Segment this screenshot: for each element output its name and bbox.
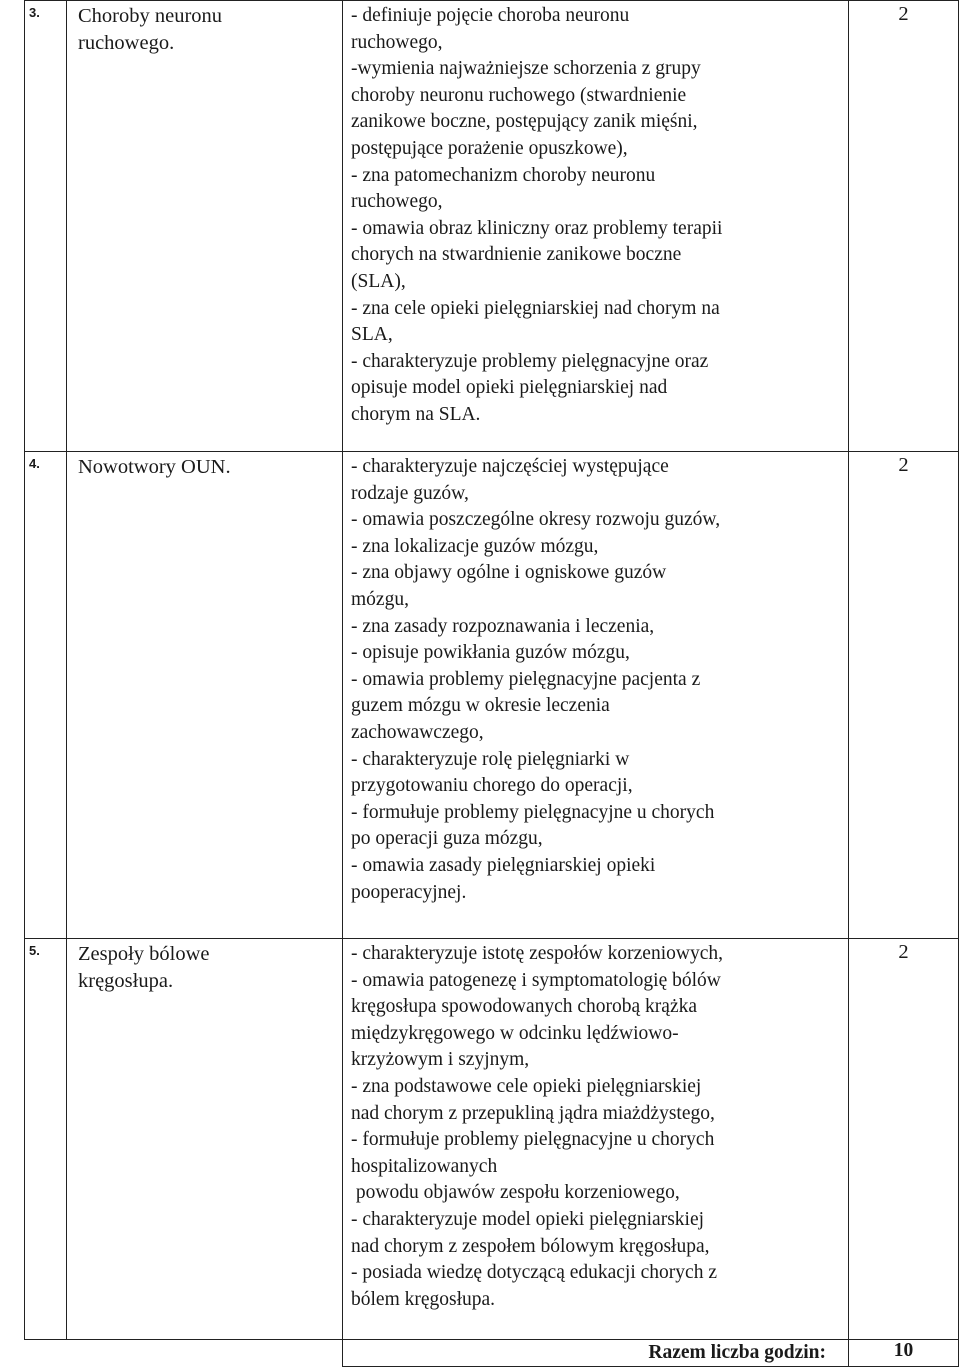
description-line: - zna patomechanizm choroby neuronu bbox=[351, 164, 656, 186]
row-description bbox=[343, 939, 849, 1340]
description-line: przygotowaniu chorego do operacji, bbox=[351, 775, 633, 797]
topic-line: ruchowego. bbox=[78, 31, 175, 54]
description-line: - zna objawy ogólne i ogniskowe guzów bbox=[351, 562, 667, 584]
topic-line: Choroby neuronu bbox=[78, 5, 223, 27]
row-number: 4. bbox=[25, 452, 67, 939]
description-line: - omawia patogenezę i symptomatologię bólów bbox=[351, 969, 721, 991]
description-line: - definiuje pojęcie choroba neuronu bbox=[351, 5, 630, 26]
row-hours: 2 bbox=[849, 452, 959, 939]
row-description bbox=[343, 452, 849, 939]
topic-line: Zespoły bólowe bbox=[78, 943, 210, 965]
description-line: chorych na stwardnienie zanikowe boczne bbox=[351, 244, 682, 266]
description-line: ruchowego, bbox=[351, 31, 443, 53]
description-line: - omawia obraz kliniczny oraz problemy terapii bbox=[351, 217, 723, 239]
description-line: ruchowego, bbox=[351, 191, 443, 213]
table-body bbox=[25, 1, 959, 1340]
summary-row bbox=[25, 1340, 959, 1367]
row-description bbox=[343, 1, 849, 452]
description-line: - charakteryzuje model opieki pielęgniarskiej bbox=[351, 1208, 705, 1230]
description-line: - opisuje powikłania guzów mózgu, bbox=[351, 642, 630, 664]
description-line: - formułuje problemy pielęgnacyjne u chorych bbox=[351, 1129, 715, 1151]
table-row bbox=[25, 452, 959, 939]
description-line: krzyżowym i szyjnym, bbox=[351, 1049, 530, 1071]
description-line: postępujące porażenie opuszkowe), bbox=[351, 137, 628, 159]
row-number: 5. bbox=[25, 939, 67, 1340]
row-topic bbox=[67, 1, 343, 452]
row-hours: 2 bbox=[849, 939, 959, 1340]
description-line: pooperacyjnej. bbox=[351, 881, 467, 903]
description-line: rodzaje guzów, bbox=[351, 482, 469, 504]
description-line: zachowawczego, bbox=[351, 721, 484, 743]
description-line: - zna zasady rozpoznawania i leczenia, bbox=[351, 615, 655, 637]
description-line: -wymienia najważniejsze schorzenia z grupy bbox=[351, 58, 701, 80]
description-line: powodu objawów zespołu korzeniowego, bbox=[351, 1182, 680, 1204]
row-topic bbox=[67, 452, 343, 939]
row-topic bbox=[67, 939, 343, 1340]
description-line: - zna lokalizacje guzów mózgu, bbox=[351, 535, 599, 557]
description-line: chorym na SLA. bbox=[351, 403, 481, 425]
topic-line: kręgosłupa. bbox=[78, 969, 174, 992]
description-line: - charakteryzuje rolę pielęgniarki w bbox=[351, 748, 630, 770]
description-line: - zna cele opieki pielęgniarskiej nad chorym na bbox=[351, 297, 720, 319]
description-line: nad chorym z przepukliną jądra miażdżystego, bbox=[351, 1102, 715, 1124]
description-line: SLA, bbox=[351, 324, 393, 346]
description-line: zanikowe boczne, postępujący zanik mięśni, bbox=[351, 111, 698, 133]
description-line: międzykręgowego w odcinku lędźwiowo- bbox=[351, 1022, 679, 1044]
summary-value: 10 bbox=[849, 1340, 959, 1367]
table-row bbox=[25, 1, 959, 452]
description-line: po operacji guza mózgu, bbox=[351, 828, 543, 850]
description-line: opisuje model opieki pielęgniarskiej nad bbox=[351, 377, 668, 399]
description-line: - posiada wiedzę dotyczącą edukacji chorych z bbox=[351, 1262, 717, 1284]
description-line: hospitalizowanych bbox=[351, 1155, 498, 1177]
description-line: - charakteryzuje istotę zespołów korzeniowych, bbox=[351, 943, 723, 964]
description-line: - charakteryzuje najczęściej występujące bbox=[351, 456, 669, 477]
row-hours: 2 bbox=[849, 1, 959, 452]
description-line: - charakteryzuje problemy pielęgnacyjne oraz bbox=[351, 350, 709, 372]
table-row bbox=[25, 939, 959, 1340]
description-line: bólem kręgosłupa. bbox=[351, 1288, 496, 1310]
row-number: 3. bbox=[25, 1, 67, 452]
description-line: nad chorym z zespołem bólowym kręgosłupa, bbox=[351, 1235, 710, 1257]
description-line: kręgosłupa spowodowanych chorobą krążka bbox=[351, 996, 698, 1018]
description-line: - omawia poszczególne okresy rozwoju guzów, bbox=[351, 509, 721, 531]
description-line: (SLA), bbox=[351, 270, 406, 292]
description-line: - zna podstawowe cele opieki pielęgniarskiej bbox=[351, 1075, 702, 1097]
description-line: mózgu, bbox=[351, 588, 409, 610]
description-line: - omawia problemy pielęgnacyjne pacjenta z bbox=[351, 668, 701, 690]
curriculum-table bbox=[24, 0, 959, 1367]
topic-line: Nowotwory OUN. bbox=[78, 456, 231, 478]
description-line: - formułuje problemy pielęgnacyjne u chorych bbox=[351, 801, 715, 823]
summary-spacer bbox=[25, 1340, 343, 1367]
description-line: choroby neuronu ruchowego (stwardnienie bbox=[351, 84, 687, 106]
description-line: - omawia zasady pielęgniarskiej opieki bbox=[351, 854, 656, 876]
summary-label: Razem liczba godzin: bbox=[343, 1340, 849, 1367]
description-line: guzem mózgu w okresie leczenia bbox=[351, 695, 610, 717]
